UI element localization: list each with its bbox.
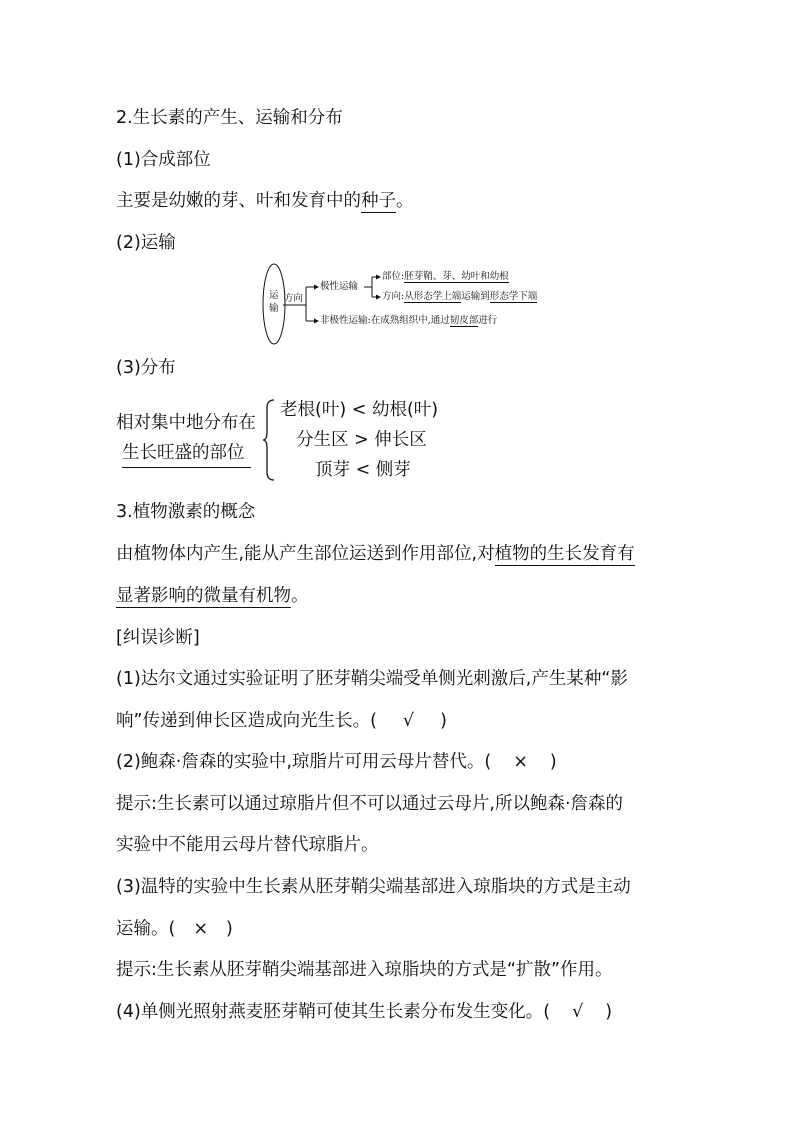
answer-vigorous-parts: 生长旺盛的部位 [122, 443, 251, 468]
question-3-mark: × [193, 919, 208, 939]
direction-label: 方向 [284, 293, 304, 304]
circle-char-2: 输 [269, 303, 279, 314]
subsection-synthesis-title: (1)合成部位 [116, 150, 211, 170]
distribution-brace [262, 398, 278, 482]
subsection-transport-title: (2)运输 [116, 233, 176, 253]
answer-seeds: 种子 [361, 191, 396, 211]
transport-diagram [258, 262, 548, 348]
hormone-definition-2: 显著影响的微量有机物。 [116, 586, 309, 606]
question-2-mark: × [513, 752, 528, 772]
question-1-line-1: (1)达尔文通过实验证明了胚芽鞘尖端受单侧光刺激后,产生某种“影 [116, 669, 628, 689]
hint-2-line-1: 提示:生长素可以通过琼脂片但不可以通过云母片,所以鲍森·詹森的 [116, 794, 624, 814]
question-2: (2)鲍森·詹森的实验中,琼脂片可用云母片替代。( × ) [116, 752, 557, 772]
subsection-distribution-title: (3)分布 [116, 358, 176, 378]
question-1-mark: √ [402, 711, 415, 731]
distribution-left-1: 相对集中地分布在 [116, 413, 256, 433]
hormone-definition-1: 由植物体内产生,能从产生部位运送到作用部位,对植物的生长发育有 [116, 544, 635, 564]
polar-site: 部位:胚芽鞘、芽、幼叶和幼根 [382, 271, 509, 282]
section-2-title: 2.生长素的产生、运输和分布 [116, 108, 343, 128]
question-1-line-2: 响”传递到伸长区造成向光生长。( √ ) [116, 711, 447, 731]
distribution-row-3: 顶芽 < 侧芽 [315, 460, 411, 480]
distribution-row-2: 分生区 > 伸长区 [296, 430, 427, 450]
distribution-row-1: 老根(叶) < 幼根(叶) [280, 400, 439, 420]
section-3-title: 3.植物激素的概念 [116, 502, 256, 522]
nonpolar-transport: 非极性运输:在成熟组织中,通过韧皮部进行 [320, 315, 498, 326]
polar-transport-label: 极性运输 [320, 281, 359, 292]
question-4: (4)单侧光照射燕麦胚芽鞘可使其生长素分布发生变化。( √ ) [116, 1002, 613, 1022]
hint-2-line-2: 实验中不能用云母片替代琼脂片。 [116, 835, 379, 855]
distribution-left-2 [122, 442, 251, 464]
error-diagnosis-title: [纠误诊断] [116, 628, 200, 648]
hint-3: 提示:生长素从胚芽鞘尖端基部进入琼脂块的方式是“扩散”作用。 [116, 960, 613, 980]
polar-direction: 方向:从形态学上端运输到形态学下端 [382, 291, 538, 302]
circle-char-1: 运 [269, 290, 279, 301]
question-4-mark: √ [572, 1002, 584, 1022]
synthesis-text: 主要是幼嫩的芽、叶和发育中的种子。 [116, 191, 414, 211]
question-3-line-2: 运输。( × ) [116, 919, 233, 939]
question-3-line-1: (3)温特的实验中生长素从胚芽鞘尖端基部进入琼脂块的方式是主动 [116, 877, 631, 897]
